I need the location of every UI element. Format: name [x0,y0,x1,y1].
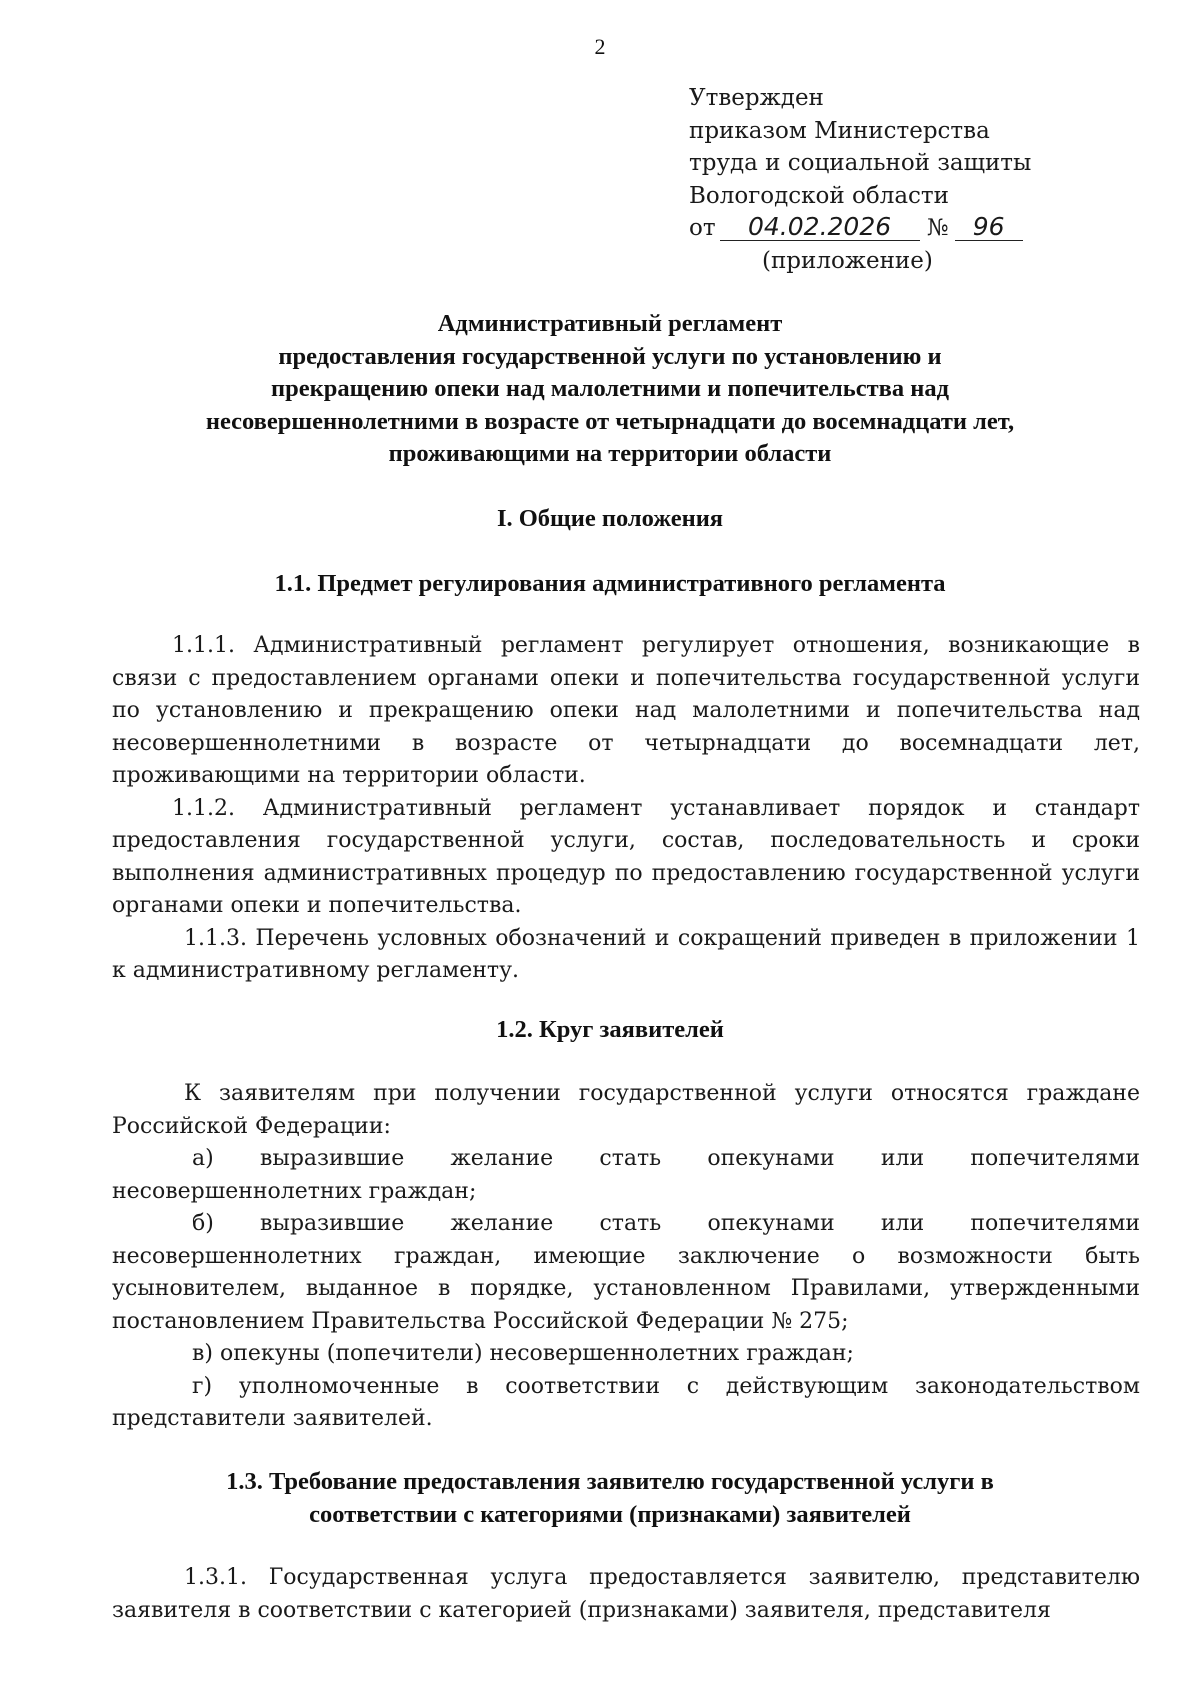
number-prefix: № [926,215,949,241]
paragraph-1-3-1: 1.3.1. Государственная услуга предоставляется заявителю, представителю заявителя в соответствии с категорией (признаками) заявителя, представителя [112,1565,1140,1623]
subsection-1-2-body [112,1078,1140,1436]
subsection-1-3-heading-line-2: соответствии с категориями (признаками) заявителей [309,1500,911,1528]
applicants-item-d: г) уполномоченные в соответствии с действующим законодательством представители заявителей. [112,1373,1140,1431]
annex-note: (приложение) [762,247,933,274]
subsection-1-3-heading [110,1466,1110,1531]
title-line-2: предоставления государственной услуги по установлению и [278,342,942,370]
subsection-1-1-heading: 1.1. Предмет регулирования административного регламента [274,570,946,597]
approval-line-4: Вологодской области [689,182,949,209]
section-heading: I. Общие положения [496,505,724,532]
approval-line-3: труда и социальной защиты [689,150,1032,176]
applicants-intro: К заявителям при получении государственной услуги относятся граждане Российской Федерации: [112,1081,1140,1139]
title-line-5: проживающими на территории области [388,440,832,467]
approval-date-line [689,212,1069,245]
title-line-3: прекращению опеки над малолетними и попечительства над [270,375,949,402]
title-line-4: несовершеннолетними в возрасте от четырнадцати до восемнадцати лет, [205,407,1015,435]
handwritten-date: 04.02.2026 [720,214,920,241]
paragraph-1-1-3: 1.1.3. Перечень условных обозначений и сокращений приведен в приложении 1 к административному регламенту. [112,925,1140,983]
approval-line-1: Утвержден [689,85,824,111]
applicants-item-c: в) опекуны (попечители) несовершеннолетних граждан; [192,1341,854,1366]
subsection-1-3-heading-line-1: 1.3. Требование предоставления заявителю государственной услуги в [226,1468,994,1495]
applicants-item-a: а) выразившие желание стать опекунами или попечителями несовершеннолетних граждан; [112,1146,1140,1204]
approval-line-2: приказом Министерства [689,117,990,144]
subsection-1-1-body [112,630,1140,988]
subsection-1-2-heading: 1.2. Круг заявителей [496,1016,724,1043]
paragraph-1-1-2: 1.1.2. Административный регламент устанавливает порядок и стандарт предоставления государственной услуги, состав, последовательность и сроки выполнения административных процедур по предоставлению государственной услуги органами опеки и попечительства. [112,795,1140,918]
title-line-1: Административный регламент [437,310,783,337]
document-title [110,308,1110,471]
page-number: 2 [594,34,606,59]
paragraph-1-1-1: 1.1.1. Административный регламент регулирует отношения, возникающие в связи с предоставлением органами опеки и попечительства государственной услуги по установлению и прекращению опеки над малолетними и попечительства над несовершеннолетними в возрасте от четырнадцати до восемнадцати лет, проживающими на территории области. [112,633,1140,788]
subsection-1-3-body [112,1562,1140,1627]
handwritten-number: 96 [955,214,1023,241]
date-prefix: от [689,215,716,241]
approval-stamp-block [689,82,1069,277]
applicants-item-b: б) выразившие желание стать опекунами или попечителями несовершеннолетних граждан, имеющие заключение о возможности быть усыновителем, выданное в порядке, установленном Правилами, утвержденными постановлением Правительства Российской Федерации № 275; [112,1211,1140,1334]
